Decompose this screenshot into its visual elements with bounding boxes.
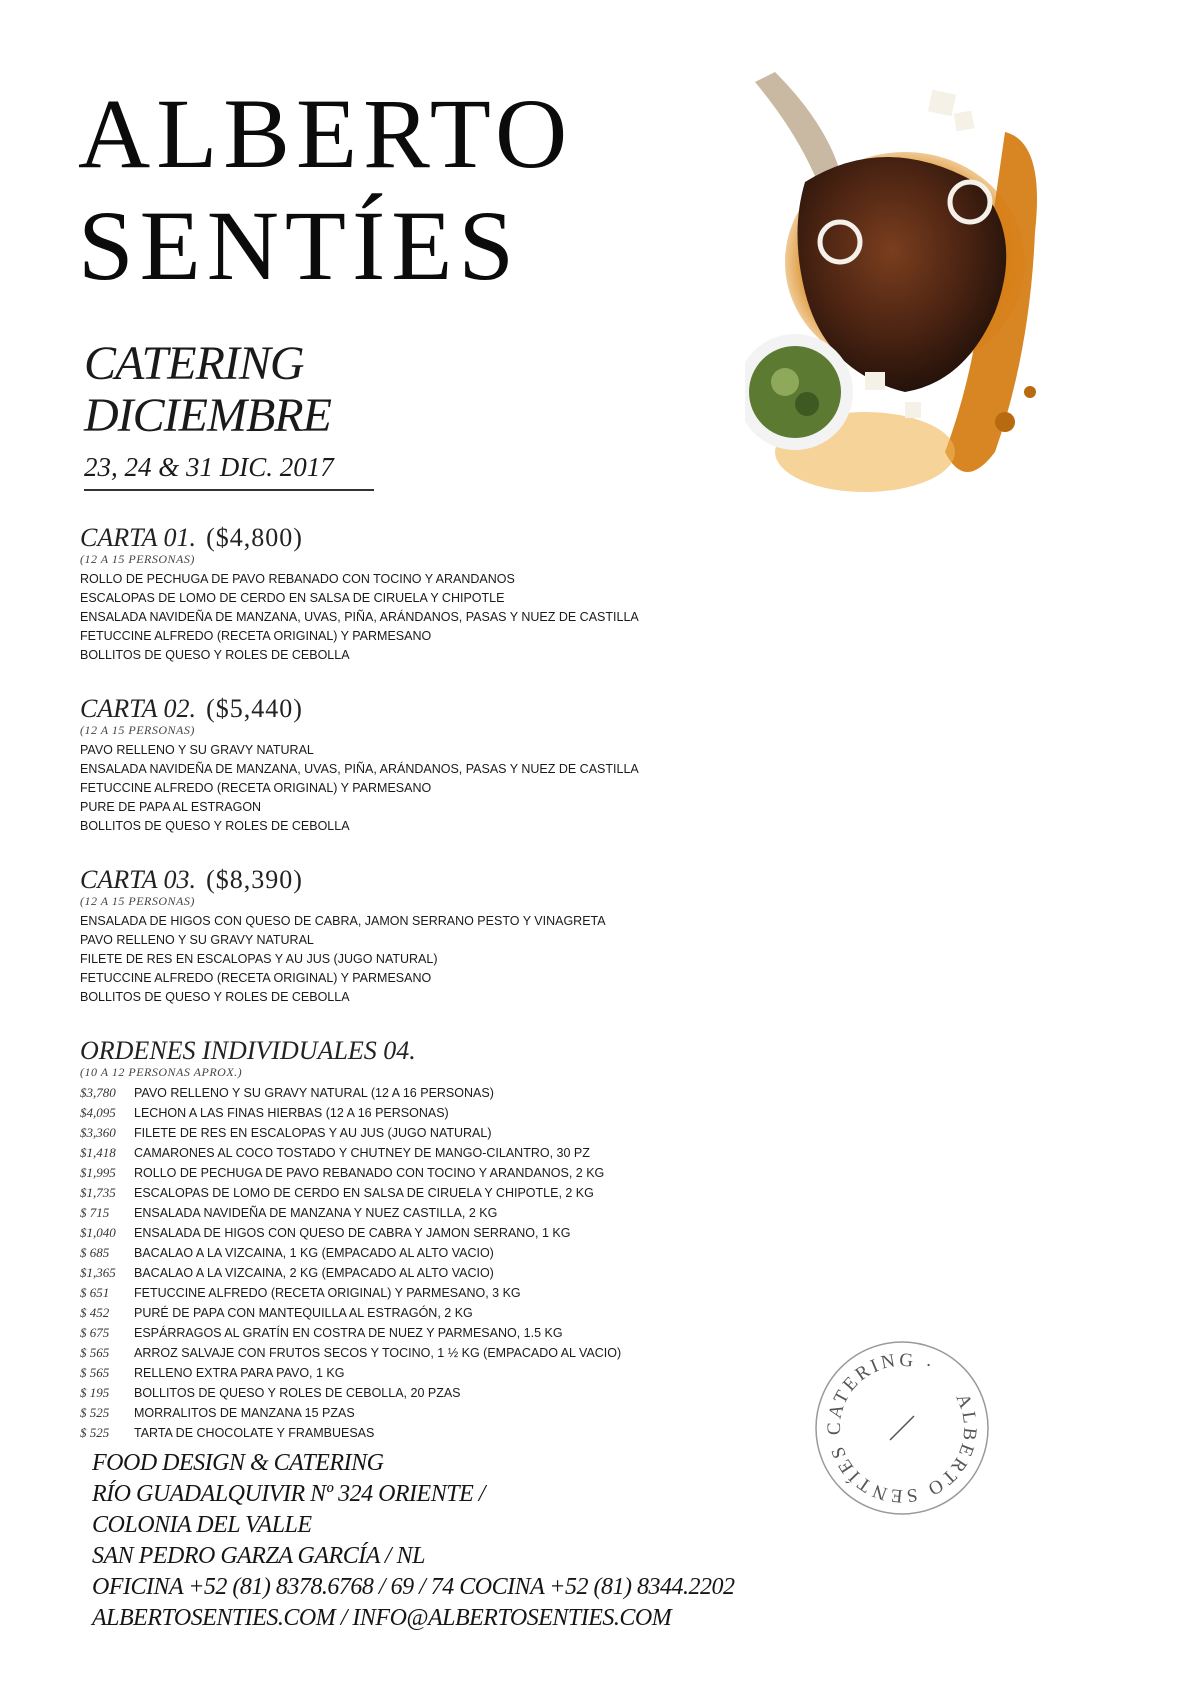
- item-name: ESPÁRRAGOS AL GRATÍN EN COSTRA DE NUEZ Y PARMESANO, 1.5 KG: [134, 1326, 563, 1340]
- item-name: MORRALITOS DE MANZANA 15 PZAS: [134, 1406, 355, 1420]
- circular-logo-icon: [812, 1338, 992, 1518]
- carta-items: [80, 912, 720, 1007]
- brand-title: [78, 78, 573, 302]
- menu-item: ENSALADA NAVIDEÑA DE MANZANA, UVAS, PIÑA, ARÁNDANOS, PASAS Y NUEZ DE CASTILLA: [80, 762, 639, 776]
- individual-item: [80, 1383, 720, 1403]
- carta-price: ($4,800): [206, 523, 303, 552]
- footer-address-city: SAN PEDRO GARZA GARCÍA / NL: [92, 1543, 425, 1569]
- logo-stamp: [812, 1338, 992, 1518]
- menu-item: PAVO RELLENO Y SU GRAVY NATURAL: [80, 743, 314, 757]
- item-name: PAVO RELLENO Y SU GRAVY NATURAL (12 A 16 PERSONAS): [134, 1086, 494, 1100]
- menu-item: BOLLITOS DE QUESO Y ROLES DE CEBOLLA: [80, 648, 350, 662]
- footer-web-email: ALBERTOSENTIES.COM / INFO@ALBERTOSENTIES.COM: [92, 1605, 672, 1631]
- item-name: CAMARONES AL COCO TOSTADO Y CHUTNEY DE MANGO-CILANTRO, 30 PZ: [134, 1146, 590, 1160]
- menu-list: [80, 524, 720, 1473]
- carta-persons: (12 A 15 PERSONAS): [80, 552, 195, 566]
- individual-item: [80, 1363, 720, 1383]
- individual-item: [80, 1303, 720, 1323]
- individual-item: [80, 1243, 720, 1263]
- item-price: $ 195: [80, 1385, 110, 1400]
- individual-item: [80, 1263, 720, 1283]
- menu-item: FILETE DE RES EN ESCALOPAS Y AU JUS (JUGO NATURAL): [80, 952, 438, 966]
- catering-subtitle: [84, 338, 374, 491]
- menu-item: BOLLITOS DE QUESO Y ROLES DE CEBOLLA: [80, 819, 350, 833]
- footer-phones: OFICINA +52 (81) 8378.6768 / 69 / 74 COCINA +52 (81) 8344.2202: [92, 1574, 735, 1600]
- individual-item: [80, 1123, 720, 1143]
- plated-lamb-shank-icon: [745, 72, 1125, 512]
- event-dates: 23, 24 & 31 DIC. 2017: [84, 452, 374, 491]
- individual-item: [80, 1103, 720, 1123]
- stamp-text: ALBERTO SENTÍES CATERING ·: [823, 1349, 981, 1507]
- carta-heading: [80, 524, 720, 552]
- item-name: TARTA DE CHOCOLATE Y FRAMBUESAS: [134, 1426, 375, 1440]
- individual-item: [80, 1083, 720, 1103]
- item-price: $1,365: [80, 1265, 116, 1280]
- brand-line-2: SENTÍES: [78, 190, 520, 301]
- individual-item: [80, 1143, 720, 1163]
- individual-persons: (10 A 12 PERSONAS APROX.): [80, 1065, 243, 1079]
- individual-item: [80, 1323, 720, 1343]
- individual-item: [80, 1423, 720, 1443]
- individual-items: [80, 1083, 720, 1443]
- footer-address-street: RÍO GUADALQUIVIR Nº 324 ORIENTE /: [92, 1481, 485, 1507]
- carta-items: [80, 570, 720, 665]
- brand-line-1: ALBERTO: [78, 78, 574, 189]
- menu-carta-03: [80, 866, 720, 1007]
- item-name: FILETE DE RES EN ESCALOPAS Y AU JUS (JUGO NATURAL): [134, 1126, 492, 1140]
- individual-item: [80, 1203, 720, 1223]
- footer-tagline: FOOD DESIGN & CATERING: [92, 1450, 384, 1476]
- carta-heading: [80, 695, 720, 723]
- individual-item: [80, 1163, 720, 1183]
- carta-title: CARTA 02.: [80, 694, 197, 723]
- item-name: ROLLO DE PECHUGA DE PAVO REBANADO CON TOCINO Y ARANDANOS, 2 KG: [134, 1166, 605, 1180]
- individual-item: [80, 1343, 720, 1363]
- carta-price: ($8,390): [206, 865, 303, 894]
- carta-items: [80, 741, 720, 836]
- item-name: ENSALADA NAVIDEÑA DE MANZANA Y NUEZ CASTILLA, 2 KG: [134, 1206, 498, 1220]
- menu-item: FETUCCINE ALFREDO (RECETA ORIGINAL) Y PARMESANO: [80, 971, 432, 985]
- item-price: $1,735: [80, 1185, 116, 1200]
- item-name: ENSALADA DE HIGOS CON QUESO DE CABRA Y JAMON SERRANO, 1 KG: [134, 1226, 571, 1240]
- item-name: RELLENO EXTRA PARA PAVO, 1 KG: [134, 1366, 345, 1380]
- item-price: $ 525: [80, 1425, 110, 1440]
- menu-item: ESCALOPAS DE LOMO DE CERDO EN SALSA DE CIRUELA Y CHIPOTLE: [80, 591, 505, 605]
- item-price: $4,095: [80, 1105, 116, 1120]
- subtitle-month: DICIEMBRE: [84, 389, 331, 442]
- item-price: $ 525: [80, 1405, 110, 1420]
- menu-carta-02: [80, 695, 720, 836]
- menu-item: ROLLO DE PECHUGA DE PAVO REBANADO CON TOCINO Y ARANDANOS: [80, 572, 515, 586]
- item-price: $1,418: [80, 1145, 116, 1160]
- item-price: $ 651: [80, 1285, 110, 1300]
- item-name: ESCALOPAS DE LOMO DE CERDO EN SALSA DE CIRUELA Y CHIPOTLE, 2 KG: [134, 1186, 594, 1200]
- item-name: BACALAO A LA VIZCAINA, 2 KG (EMPACADO AL ALTO VACIO): [134, 1266, 494, 1280]
- subtitle-catering: CATERING: [84, 337, 304, 390]
- item-price: $3,360: [80, 1125, 116, 1140]
- individual-item: [80, 1223, 720, 1243]
- individual-item: [80, 1183, 720, 1203]
- item-price: $1,040: [80, 1225, 116, 1240]
- item-price: $ 452: [80, 1305, 110, 1320]
- item-price: $ 565: [80, 1365, 110, 1380]
- item-name: PURÉ DE PAPA CON MANTEQUILLA AL ESTRAGÓN, 2 KG: [134, 1306, 473, 1320]
- menu-item: ENSALADA NAVIDEÑA DE MANZANA, UVAS, PIÑA, ARÁNDANOS, PASAS Y NUEZ DE CASTILLA: [80, 610, 639, 624]
- food-photo: [745, 72, 1125, 512]
- item-price: $ 565: [80, 1345, 110, 1360]
- item-price: $1,995: [80, 1165, 116, 1180]
- item-name: BOLLITOS DE QUESO Y ROLES DE CEBOLLA, 20 PZAS: [134, 1386, 461, 1400]
- menu-item: FETUCCINE ALFREDO (RECETA ORIGINAL) Y PARMESANO: [80, 781, 432, 795]
- carta-persons: (12 A 15 PERSONAS): [80, 894, 195, 908]
- menu-item: PURE DE PAPA AL ESTRAGON: [80, 800, 262, 814]
- footer-address-colonia: COLONIA DEL VALLE: [92, 1512, 312, 1538]
- individual-title: ORDENES INDIVIDUALES 04.: [80, 1036, 416, 1065]
- menu-item: BOLLITOS DE QUESO Y ROLES DE CEBOLLA: [80, 990, 350, 1004]
- carta-title: CARTA 03.: [80, 865, 197, 894]
- menu-item: PAVO RELLENO Y SU GRAVY NATURAL: [80, 933, 314, 947]
- item-name: FETUCCINE ALFREDO (RECETA ORIGINAL) Y PARMESANO, 3 KG: [134, 1286, 521, 1300]
- individual-item: [80, 1283, 720, 1303]
- menu-item: FETUCCINE ALFREDO (RECETA ORIGINAL) Y PARMESANO: [80, 629, 432, 643]
- menu-item: ENSALADA DE HIGOS CON QUESO DE CABRA, JAMON SERRANO PESTO Y VINAGRETA: [80, 914, 606, 928]
- item-name: BACALAO A LA VIZCAINA, 1 KG (EMPACADO AL ALTO VACIO): [134, 1246, 494, 1260]
- individual-item: [80, 1403, 720, 1423]
- carta-heading: [80, 866, 720, 894]
- item-name: LECHON A LAS FINAS HIERBAS (12 A 16 PERSONAS): [134, 1106, 449, 1120]
- item-price: $ 685: [80, 1245, 110, 1260]
- menu-carta-01: [80, 524, 720, 665]
- carta-persons: (12 A 15 PERSONAS): [80, 723, 195, 737]
- item-name: ARROZ SALVAJE CON FRUTOS SECOS Y TOCINO, 1 ½ KG (EMPACADO AL VACIO): [134, 1346, 622, 1360]
- item-price: $ 715: [80, 1205, 110, 1220]
- individual-orders: [80, 1037, 720, 1443]
- item-price: $3,780: [80, 1085, 116, 1100]
- contact-footer: [92, 1448, 735, 1634]
- item-price: $ 675: [80, 1325, 110, 1340]
- carta-title: CARTA 01.: [80, 523, 197, 552]
- carta-price: ($5,440): [206, 694, 303, 723]
